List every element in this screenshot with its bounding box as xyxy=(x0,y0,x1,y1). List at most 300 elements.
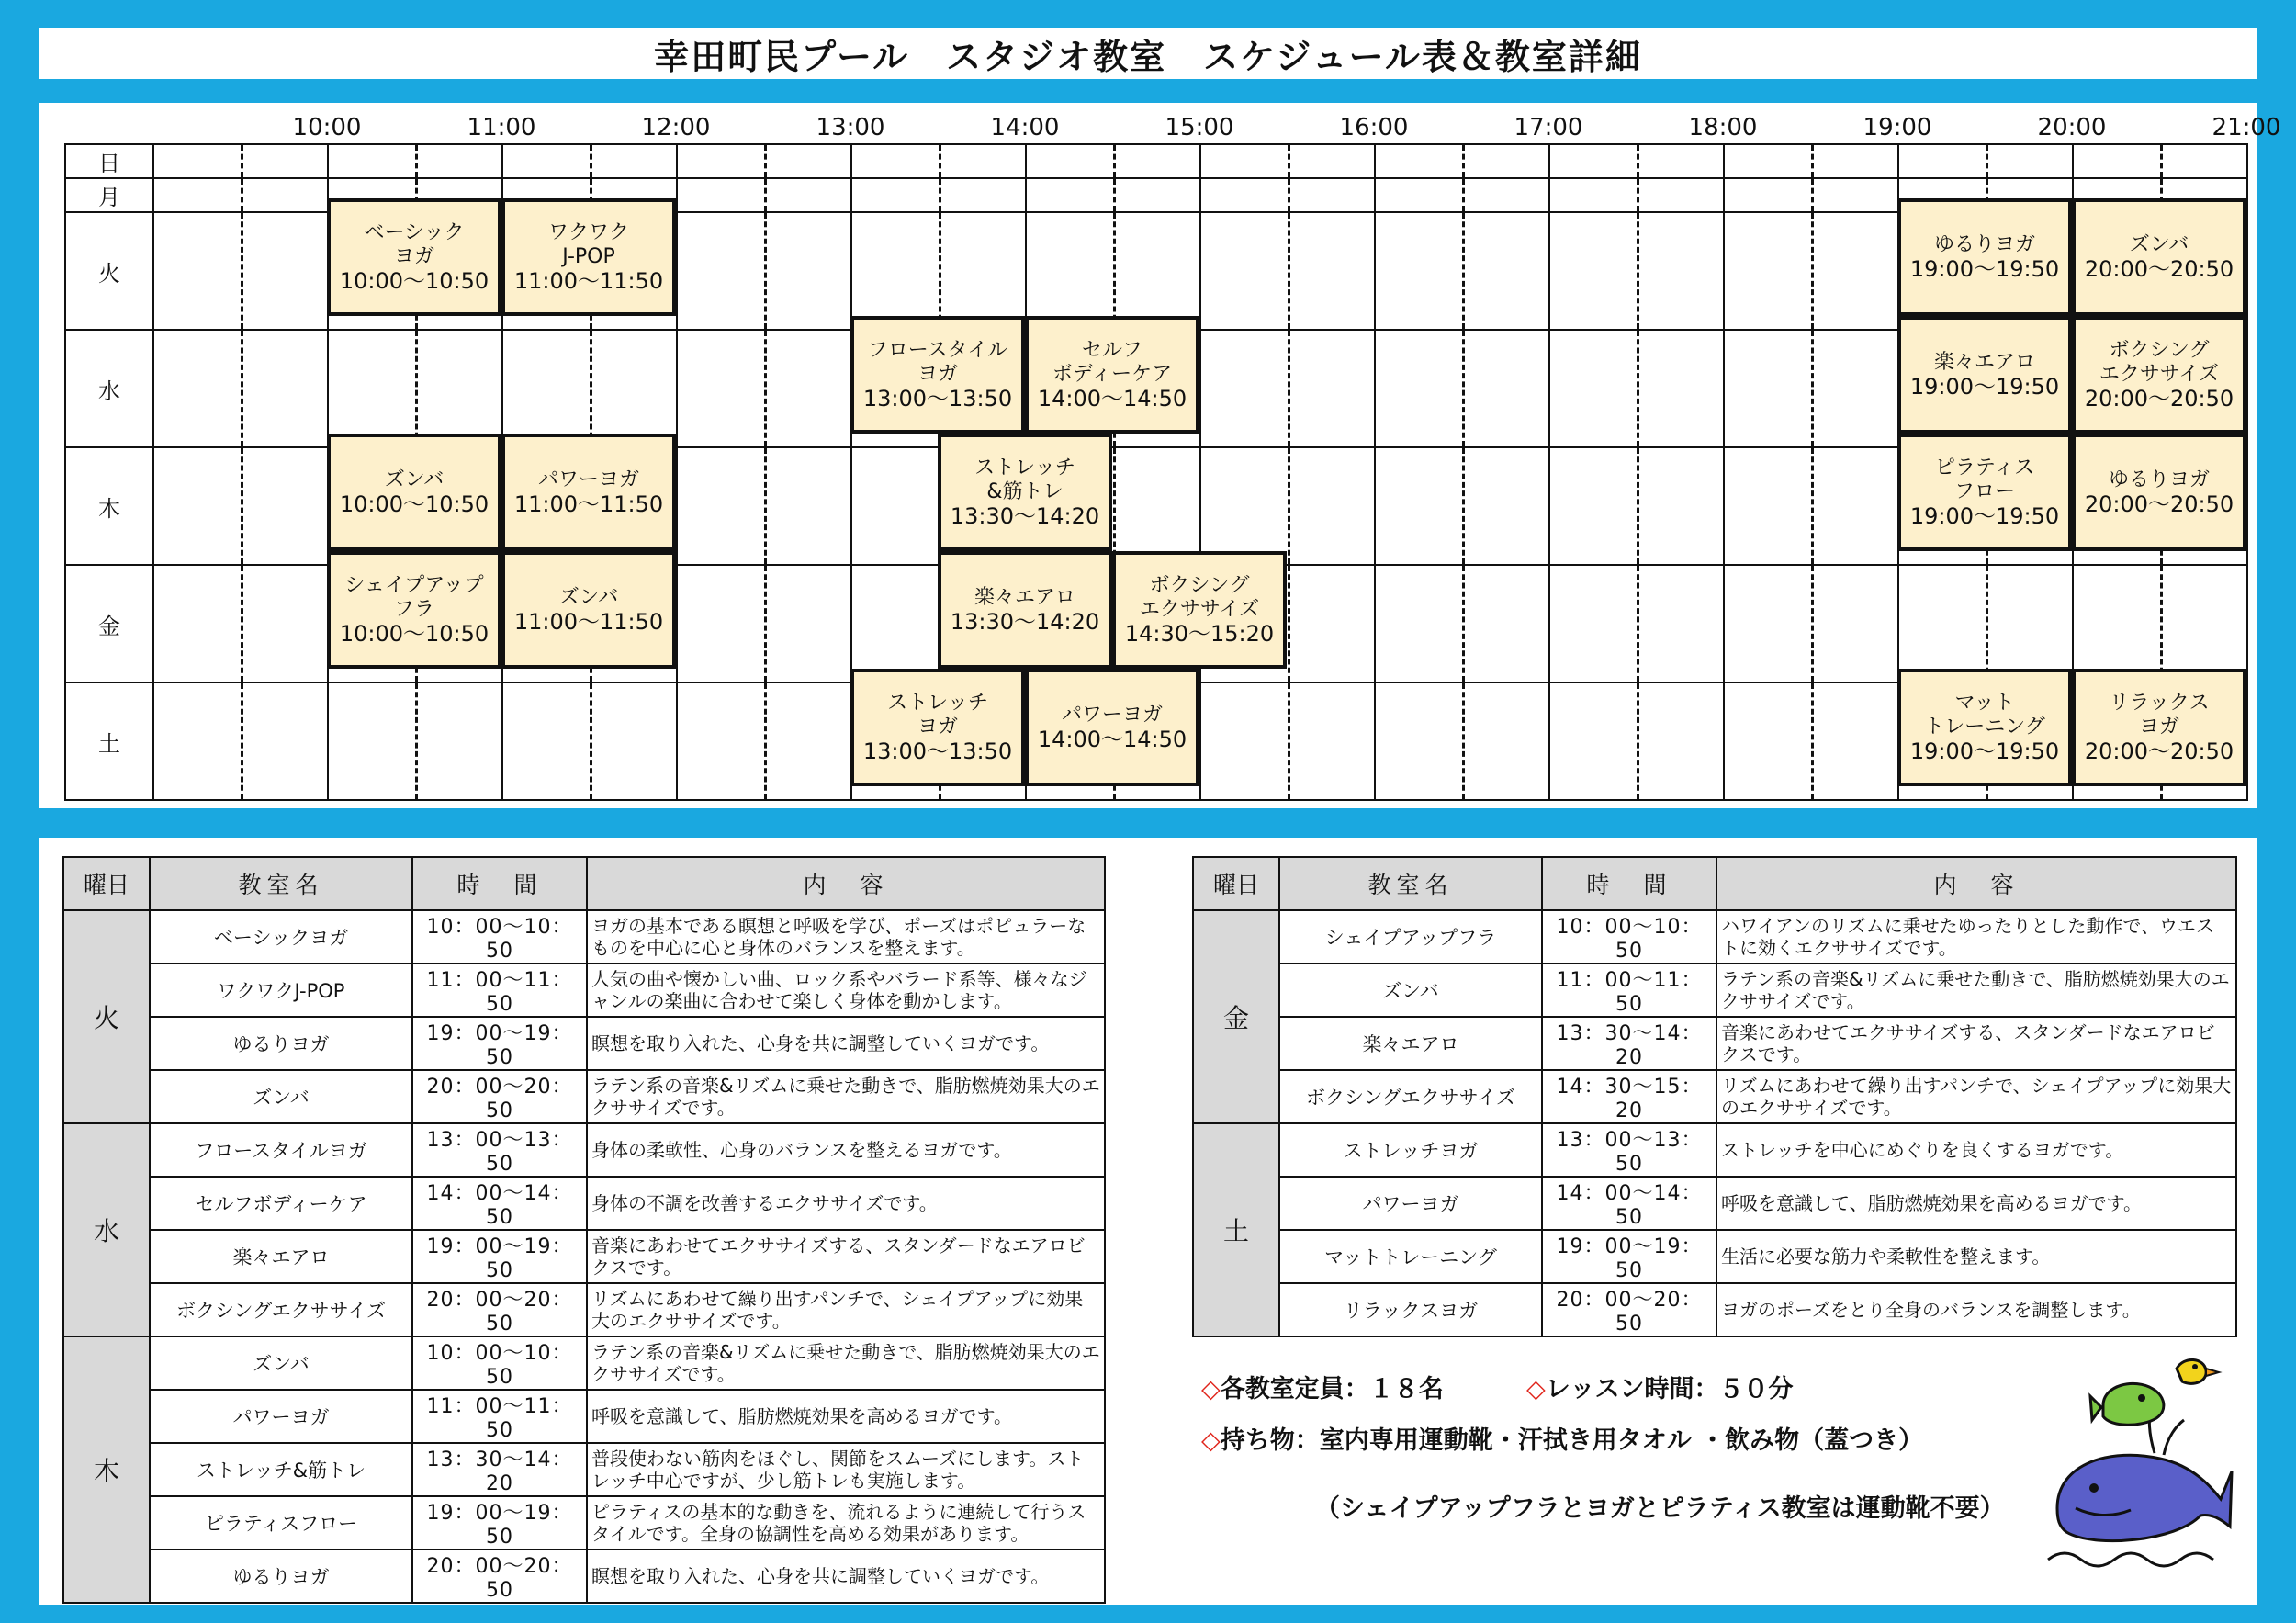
details-desc-cell: 生活に必要な筋力や柔軟性を整えます。 xyxy=(1716,1230,2236,1283)
details-name-cell: 楽々エアロ xyxy=(150,1230,412,1283)
details-row xyxy=(1193,1230,2236,1283)
schedule-hour-cell xyxy=(153,212,328,330)
schedule-hour-cell xyxy=(1375,565,1549,682)
details-header: 内 容 xyxy=(587,857,1105,910)
lesson-time: 14:00～14:50 xyxy=(1037,386,1187,411)
schedule-hour-cell xyxy=(851,212,1026,330)
details-desc-cell: 呼吸を意識して、脂肪燃焼効果を高めるヨガです。 xyxy=(587,1390,1105,1443)
lesson-block xyxy=(501,198,676,316)
schedule-hour-cell xyxy=(1549,447,1724,565)
hour-label: 15:00 xyxy=(1165,114,1234,141)
schedule-hour-cell xyxy=(1375,212,1549,330)
half-hour-divider xyxy=(241,179,243,211)
details-desc-cell: ピラティスの基本的な動きを、流れるように連続して行うスタイルです。全身の協調性を高める効果があります。 xyxy=(587,1496,1105,1550)
hour-label: 13:00 xyxy=(816,114,885,141)
schedule-hour-cell xyxy=(677,178,851,212)
details-name-cell: シェイプアップフラ xyxy=(1279,910,1542,964)
half-hour-divider xyxy=(590,145,592,177)
schedule-hour-cell xyxy=(153,144,328,178)
lesson-time: 19:00～19:50 xyxy=(1909,256,2060,282)
lesson-name: リラックス xyxy=(2109,692,2210,715)
details-row xyxy=(1193,1017,2236,1070)
details-table-right xyxy=(1192,856,2237,1337)
lesson-block xyxy=(2072,434,2246,551)
half-hour-divider xyxy=(241,566,243,682)
schedule-hour-cell xyxy=(1724,144,1898,178)
schedule-hour-cell xyxy=(677,682,851,800)
details-header: 内 容 xyxy=(1716,857,2236,910)
lesson-name: ベーシック xyxy=(364,221,465,244)
details-desc-cell: 瞑想を取り入れた、心身を共に調整していくヨガです。 xyxy=(587,1017,1105,1070)
schedule-day-label: 水 xyxy=(65,330,153,447)
lesson-time: 20:00～20:50 xyxy=(2084,256,2234,282)
hour-label: 18:00 xyxy=(1688,114,1758,141)
details-time-cell: 19：00～19：50 xyxy=(1542,1230,1716,1283)
schedule-hour-cell xyxy=(153,330,328,447)
lesson-block xyxy=(850,316,1025,434)
details-row xyxy=(63,1230,1105,1283)
half-hour-divider xyxy=(939,179,941,211)
details-desc-cell: 瞑想を取り入れた、心身を共に調整していくヨガです。 xyxy=(587,1550,1105,1603)
details-desc-cell: 普段使わない筋肉をほぐし、関節をスムーズにします。ストレッチ中心ですが、少し筋トレも実施します。 xyxy=(587,1443,1105,1496)
half-hour-divider xyxy=(1637,145,1639,177)
details-day-cell: 水 xyxy=(63,1123,150,1336)
details-header: 時 間 xyxy=(1542,857,1716,910)
schedule-hour-cell xyxy=(2073,144,2247,178)
half-hour-divider xyxy=(1811,566,1814,682)
half-hour-divider xyxy=(415,145,418,177)
schedule-hour-cell xyxy=(1375,178,1549,212)
half-hour-divider xyxy=(1113,179,1116,211)
lesson-name: ワクワク xyxy=(547,221,629,244)
lesson-name: ズンバ xyxy=(2129,233,2189,256)
lesson-name: ゆるりヨガ xyxy=(2108,468,2210,491)
lesson-block xyxy=(1025,669,1199,786)
note-exception: （シェイプアップフラとヨガとピラティス教室は運動靴不要） xyxy=(1315,1494,2005,1523)
lesson-block xyxy=(1897,316,2072,434)
details-time-cell: 13：00～13：50 xyxy=(1542,1123,1716,1177)
half-hour-divider xyxy=(764,213,767,329)
details-time-cell: 11：00～11：50 xyxy=(412,964,587,1017)
half-hour-divider xyxy=(1462,145,1465,177)
details-day-cell: 木 xyxy=(63,1336,150,1603)
half-hour-divider xyxy=(939,145,941,177)
schedule-hour-cell xyxy=(1375,447,1549,565)
lesson-block xyxy=(327,434,501,551)
lesson-name: J-POP xyxy=(562,245,615,268)
half-hour-divider xyxy=(1637,683,1639,799)
hour-label: 14:00 xyxy=(990,114,1060,141)
half-hour-divider xyxy=(415,683,418,799)
lesson-block xyxy=(850,669,1025,786)
schedule-panel xyxy=(39,103,2281,808)
schedule-hour-cell xyxy=(153,565,328,682)
lesson-block xyxy=(2072,669,2246,786)
details-name-cell: ゆるりヨガ xyxy=(150,1550,412,1603)
lesson-block xyxy=(1112,551,1287,669)
details-name-cell: ベーシックヨガ xyxy=(150,910,412,964)
details-row xyxy=(63,1496,1105,1550)
details-time-cell: 19：00～19：50 xyxy=(412,1230,587,1283)
half-hour-divider xyxy=(1462,448,1465,564)
schedule-hour-cell xyxy=(1898,565,2073,682)
lesson-block xyxy=(501,551,676,669)
lesson-time: 13:30～14:20 xyxy=(950,609,1100,635)
half-hour-divider xyxy=(1637,179,1639,211)
hour-label: 21:00 xyxy=(2212,114,2281,141)
half-hour-divider xyxy=(1637,448,1639,564)
details-name-cell: ズンバ xyxy=(1279,964,1542,1017)
schedule-hour-cell xyxy=(677,565,851,682)
schedule-hour-cell xyxy=(1724,178,1898,212)
schedule-hour-cell xyxy=(1026,212,1200,330)
details-name-cell: パワーヨガ xyxy=(1279,1177,1542,1230)
details-desc-cell: 呼吸を意識して、脂肪燃焼効果を高めるヨガです。 xyxy=(1716,1177,2236,1230)
diamond-icon: ◇ xyxy=(1201,1375,1221,1403)
details-header: 曜日 xyxy=(1193,857,1279,910)
half-hour-divider xyxy=(241,448,243,564)
details-header: 時 間 xyxy=(412,857,587,910)
schedule-hour-cell xyxy=(1724,565,1898,682)
half-hour-divider xyxy=(764,145,767,177)
schedule-hour-cell xyxy=(1549,330,1724,447)
half-hour-divider xyxy=(1288,683,1290,799)
details-day-cell: 土 xyxy=(1193,1123,1279,1336)
details-row xyxy=(1193,910,2236,964)
half-hour-divider xyxy=(764,179,767,211)
half-hour-divider xyxy=(241,145,243,177)
lesson-time: 13:00～13:50 xyxy=(862,386,1013,411)
details-time-cell: 10：00～10：50 xyxy=(412,910,587,964)
details-time-cell: 11：00～11：50 xyxy=(1542,964,1716,1017)
schedule-hour-cell xyxy=(1724,330,1898,447)
lesson-time: 10:00～10:50 xyxy=(339,491,490,517)
lesson-block xyxy=(1897,198,2072,316)
details-time-cell: 14：00～14：50 xyxy=(412,1177,587,1230)
half-hour-divider xyxy=(1462,566,1465,682)
schedule-grid xyxy=(64,143,2248,801)
lesson-time: 20:00～20:50 xyxy=(2084,491,2234,517)
schedule-hour-cell xyxy=(153,682,328,800)
details-desc-cell: ヨガのポーズをとり全身のバランスを調整します。 xyxy=(1716,1283,2236,1336)
schedule-hour-cell xyxy=(328,682,502,800)
details-name-cell: ボクシングエクササイズ xyxy=(150,1283,412,1336)
half-hour-divider xyxy=(1462,683,1465,799)
lesson-block xyxy=(2072,316,2246,434)
lesson-block xyxy=(938,434,1112,551)
details-time-cell: 14：00～14：50 xyxy=(1542,1177,1716,1230)
lesson-block xyxy=(938,551,1112,669)
details-row xyxy=(1193,1283,2236,1336)
lesson-name: ヨガ xyxy=(393,245,434,268)
lesson-block xyxy=(501,434,676,551)
details-desc-cell: ラテン系の音楽&リズムに乗せた動きで、脂肪燃焼効果大のエクササイズです。 xyxy=(587,1336,1105,1390)
lesson-name: フロースタイル xyxy=(867,339,1008,362)
half-hour-divider xyxy=(1811,683,1814,799)
lesson-name: ズンバ xyxy=(384,468,445,491)
lesson-time: 14:30～15:20 xyxy=(1124,621,1275,647)
title-bar xyxy=(39,28,2257,79)
schedule-hour-cell xyxy=(328,330,502,447)
schedule-hour-cell xyxy=(1026,144,1200,178)
lesson-time: 10:00～10:50 xyxy=(339,621,490,647)
schedule-day-label: 金 xyxy=(65,565,153,682)
details-name-cell: ボクシングエクササイズ xyxy=(1279,1070,1542,1123)
lesson-name: ボクシング xyxy=(1149,574,1250,597)
details-desc-cell: ハワイアンのリズムに乗せたゆったりとした動作で、ウエストに効くエクササイズです。 xyxy=(1716,910,2236,964)
schedule-hour-cell xyxy=(677,447,851,565)
details-name-cell: ゆるりヨガ xyxy=(150,1017,412,1070)
half-hour-divider xyxy=(2160,145,2163,177)
details-name-cell: ワクワクJ-POP xyxy=(150,964,412,1017)
half-hour-divider xyxy=(764,448,767,564)
lesson-time: 11:00～11:50 xyxy=(513,491,664,517)
hour-label: 10:00 xyxy=(292,114,362,141)
details-row xyxy=(63,1123,1105,1177)
half-hour-divider xyxy=(2160,566,2163,682)
schedule-row xyxy=(65,144,2247,178)
half-hour-divider xyxy=(1288,145,1290,177)
details-row xyxy=(63,1443,1105,1496)
lesson-time: 20:00～20:50 xyxy=(2084,386,2234,411)
lesson-name: ストレッチ xyxy=(974,456,1075,479)
schedule-hour-cell xyxy=(1898,144,2073,178)
details-row xyxy=(63,1390,1105,1443)
details-time-cell: 20：00～20：50 xyxy=(1542,1283,1716,1336)
details-time-cell: 20：00～20：50 xyxy=(412,1283,587,1336)
hour-label: 11:00 xyxy=(467,114,536,141)
details-desc-cell: 音楽にあわせてエクササイズする、スタンダードなエアロビクスです。 xyxy=(587,1230,1105,1283)
half-hour-divider xyxy=(764,566,767,682)
details-desc-cell: リズムにあわせて繰り出すパンチで、シェイプアップに効果大のエクササイズです。 xyxy=(587,1283,1105,1336)
details-time-cell: 13：30～14：20 xyxy=(412,1443,587,1496)
schedule-hour-cell xyxy=(1549,178,1724,212)
half-hour-divider xyxy=(1113,145,1116,177)
schedule-day-label: 月 xyxy=(65,178,153,212)
details-name-cell: ピラティスフロー xyxy=(150,1496,412,1550)
half-hour-divider xyxy=(1288,331,1290,446)
details-row xyxy=(63,1070,1105,1123)
schedule-hour-cell xyxy=(502,682,677,800)
details-name-cell: マットトレーニング xyxy=(1279,1230,1542,1283)
details-row xyxy=(1193,1123,2236,1177)
schedule-hour-cell xyxy=(1200,447,1375,565)
schedule-hour-cell xyxy=(1200,144,1375,178)
details-time-cell: 11：00～11：50 xyxy=(412,1390,587,1443)
half-hour-divider xyxy=(415,331,418,446)
diamond-icon: ◇ xyxy=(1201,1426,1221,1455)
half-hour-divider xyxy=(939,213,941,329)
details-row xyxy=(1193,1070,2236,1123)
schedule-hour-cell xyxy=(1200,330,1375,447)
details-table-left xyxy=(62,856,1106,1604)
details-desc-cell: ラテン系の音楽&リズムに乗せた動きで、脂肪燃焼効果大のエクササイズです。 xyxy=(1716,964,2236,1017)
schedule-hour-cell xyxy=(1200,212,1375,330)
half-hour-divider xyxy=(241,213,243,329)
details-name-cell: パワーヨガ xyxy=(150,1390,412,1443)
schedule-hour-cell xyxy=(153,447,328,565)
half-hour-divider xyxy=(1637,213,1639,329)
details-desc-cell: 人気の曲や懐かしい曲、ロック系やバラード系等、様々なジャンルの楽曲に合わせて楽しく身体を動かします。 xyxy=(587,964,1105,1017)
schedule-hour-cell xyxy=(1375,682,1549,800)
details-name-cell: セルフボディーケア xyxy=(150,1177,412,1230)
half-hour-divider xyxy=(1811,145,1814,177)
lesson-block xyxy=(2072,198,2246,316)
lesson-name: 楽々エアロ xyxy=(974,586,1075,609)
lesson-time: 19:00～19:50 xyxy=(1909,503,2060,529)
half-hour-divider xyxy=(1811,331,1814,446)
lesson-name: パワーヨガ xyxy=(1061,704,1163,727)
half-hour-divider xyxy=(1113,213,1116,329)
half-hour-divider xyxy=(1288,179,1290,211)
details-time-cell: 10：00～10：50 xyxy=(1542,910,1716,964)
schedule-hour-cell xyxy=(502,144,677,178)
details-header: 曜日 xyxy=(63,857,150,910)
lesson-name: エクササイズ xyxy=(2099,363,2220,386)
lesson-time: 14:00～14:50 xyxy=(1037,727,1187,752)
half-hour-divider xyxy=(1113,448,1116,564)
schedule-hour-cell xyxy=(1375,144,1549,178)
half-hour-divider xyxy=(764,683,767,799)
whale-illustration xyxy=(2039,1352,2234,1572)
schedule-hour-cell xyxy=(1026,178,1200,212)
lesson-name: トレーニング xyxy=(1924,716,2045,738)
details-time-cell: 13：30～14：20 xyxy=(1542,1017,1716,1070)
half-hour-divider xyxy=(590,683,592,799)
lesson-time: 13:30～14:20 xyxy=(950,503,1100,529)
details-name-cell: 楽々エアロ xyxy=(1279,1017,1542,1070)
hour-label: 12:00 xyxy=(641,114,711,141)
lesson-time: 13:00～13:50 xyxy=(862,738,1013,764)
details-time-cell: 10：00～10：50 xyxy=(412,1336,587,1390)
half-hour-divider xyxy=(241,331,243,446)
half-hour-divider xyxy=(1811,179,1814,211)
half-hour-divider xyxy=(1462,213,1465,329)
lesson-time: 11:00～11:50 xyxy=(513,268,664,294)
lesson-name: &筋トレ xyxy=(986,480,1064,503)
half-hour-divider xyxy=(1288,566,1290,682)
details-row xyxy=(63,910,1105,964)
details-name-cell: リラックスヨガ xyxy=(1279,1283,1542,1336)
details-header: 教室名 xyxy=(150,857,412,910)
lesson-name: ボクシング xyxy=(2109,339,2210,362)
details-name-cell: フロースタイルヨガ xyxy=(150,1123,412,1177)
details-desc-cell: 身体の柔軟性、心身のバランスを整えるヨガです。 xyxy=(587,1123,1105,1177)
lesson-time: 19:00～19:50 xyxy=(1909,374,2060,400)
lesson-name: マット xyxy=(1954,692,2015,715)
half-hour-divider xyxy=(1637,566,1639,682)
lesson-name: 楽々エアロ xyxy=(1933,351,2035,374)
details-row xyxy=(63,1177,1105,1230)
lesson-name: ボディーケア xyxy=(1052,363,1173,386)
schedule-hour-cell xyxy=(153,178,328,212)
schedule-day-label: 火 xyxy=(65,212,153,330)
lesson-time: 19:00～19:50 xyxy=(1909,738,2060,764)
schedule-hour-cell xyxy=(1724,682,1898,800)
schedule-hour-cell xyxy=(1549,144,1724,178)
note-duration: ◇レッスン時間：５０分 xyxy=(1526,1375,1794,1403)
hour-label: 17:00 xyxy=(1514,114,1583,141)
schedule-hour-cell xyxy=(1549,682,1724,800)
lesson-name: ストレッチ xyxy=(887,692,988,715)
schedule-day-label: 木 xyxy=(65,447,153,565)
lesson-block xyxy=(1897,669,2072,786)
lesson-name: ヨガ xyxy=(2138,716,2179,738)
schedule-hour-cell xyxy=(677,212,851,330)
schedule-hour-cell xyxy=(1200,682,1375,800)
details-row xyxy=(63,1550,1105,1603)
schedule-hour-cell xyxy=(1200,178,1375,212)
details-name-cell: ストレッチ&筋トレ xyxy=(150,1443,412,1496)
schedule-hour-cell xyxy=(328,144,502,178)
schedule-hour-cell xyxy=(1549,565,1724,682)
lesson-block xyxy=(327,551,501,669)
half-hour-divider xyxy=(1811,448,1814,564)
half-hour-divider xyxy=(1986,566,1988,682)
details-day-cell: 火 xyxy=(63,910,150,1123)
half-hour-divider xyxy=(1288,213,1290,329)
details-desc-cell: 身体の不調を改善するエクササイズです。 xyxy=(587,1177,1105,1230)
details-time-cell: 19：00～19：50 xyxy=(412,1496,587,1550)
details-row xyxy=(63,964,1105,1017)
details-row xyxy=(63,1336,1105,1390)
half-hour-divider xyxy=(1288,448,1290,564)
half-hour-divider xyxy=(1986,145,1988,177)
lesson-time: 11:00～11:50 xyxy=(513,609,664,635)
details-time-cell: 20：00～20：50 xyxy=(412,1070,587,1123)
lesson-name: パワーヨガ xyxy=(537,468,639,491)
details-desc-cell: ヨガの基本である瞑想と呼吸を学び、ポーズはポピュラーなものを中心に心と身体のバランスを整えます。 xyxy=(587,910,1105,964)
half-hour-divider xyxy=(1462,331,1465,446)
hour-label: 16:00 xyxy=(1339,114,1409,141)
details-desc-cell: リズムにあわせて繰り出すパンチで、シェイプアップに効果大のエクササイズです。 xyxy=(1716,1070,2236,1123)
details-desc-cell: 音楽にあわせてエクササイズする、スタンダードなエアロビクスです。 xyxy=(1716,1017,2236,1070)
lesson-block xyxy=(1897,434,2072,551)
details-time-cell: 13：00～13：50 xyxy=(412,1123,587,1177)
details-panel xyxy=(39,838,2257,1605)
details-row xyxy=(63,1017,1105,1070)
lesson-name: ズンバ xyxy=(558,586,619,609)
schedule-hour-cell xyxy=(1549,212,1724,330)
hour-label: 19:00 xyxy=(1863,114,1932,141)
lesson-name: ヨガ xyxy=(917,716,958,738)
note-belongings: ◇持ち物：室内専用運動靴・汗拭き用タオル ・飲み物（蓋つき） xyxy=(1201,1426,1924,1455)
half-hour-divider xyxy=(1462,179,1465,211)
lesson-time: 20:00～20:50 xyxy=(2084,738,2234,764)
half-hour-divider xyxy=(241,683,243,799)
schedule-hour-cell xyxy=(677,330,851,447)
lesson-name: エクササイズ xyxy=(1139,598,1260,621)
lesson-name: フロー xyxy=(1953,480,2015,503)
lesson-block xyxy=(327,198,501,316)
lesson-name: ヨガ xyxy=(917,363,958,386)
schedule-day-label: 土 xyxy=(65,682,153,800)
lesson-name: ゆるりヨガ xyxy=(1933,233,2035,256)
details-name-cell: ズンバ xyxy=(150,1336,412,1390)
hour-label: 20:00 xyxy=(2037,114,2107,141)
schedule-hour-cell xyxy=(1724,212,1898,330)
lesson-name: ピラティス xyxy=(1934,456,2035,479)
schedule-day-label: 日 xyxy=(65,144,153,178)
lesson-name: セルフ xyxy=(1081,339,1142,362)
lesson-time: 10:00～10:50 xyxy=(339,268,490,294)
details-time-cell: 19：00～19：50 xyxy=(412,1017,587,1070)
details-row xyxy=(1193,964,2236,1017)
lesson-name: フラ xyxy=(393,598,434,621)
schedule-hour-cell xyxy=(677,144,851,178)
diamond-icon: ◇ xyxy=(1526,1375,1546,1403)
note-capacity: ◇各教室定員：１８名 xyxy=(1201,1375,1444,1403)
